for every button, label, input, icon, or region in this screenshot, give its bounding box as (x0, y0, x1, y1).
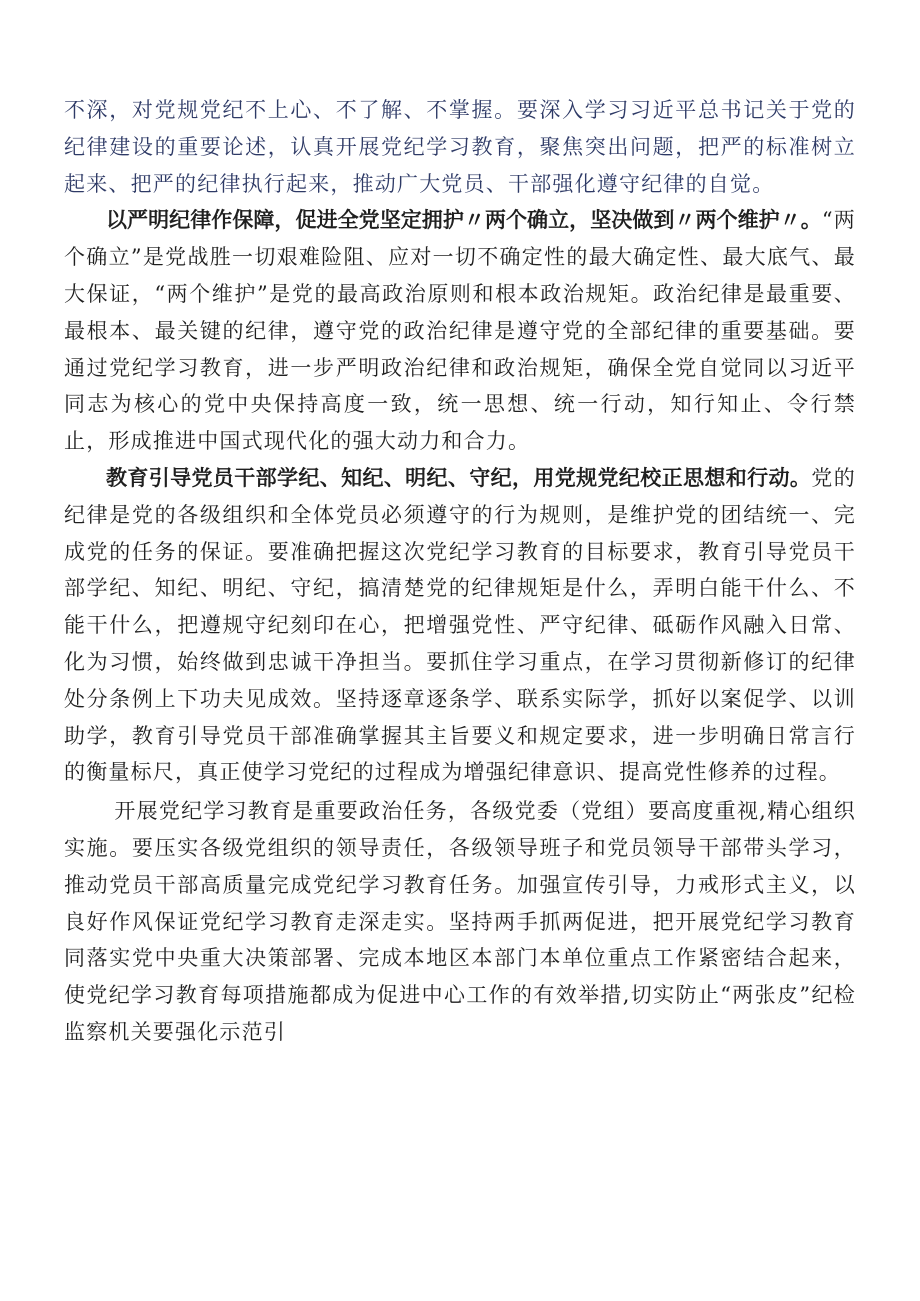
document-page (64, 92, 856, 1051)
paragraph-3 (64, 460, 856, 791)
paragraph-1 (64, 92, 856, 202)
paragraph-3-body: 党的纪律是党的各级组织和全体党员必须遵守的行为规则，是维护党的团结统一、完成党的任务的保证。要准确把握这次党纪学习教育的目标要求，教育引导党员干部学纪、知纪、明纪、守纪，搞清楚党的纪律规矩是什么，弄明白能干什么、不能干什么，把遵规守纪刻印在心，把增强党性、严守纪律、砥砺作风融入日常、化为习惯，始终做到忠诚干净担当。要抓住学习重点，在学习贯彻新修订的纪律处分条例上下功夫见成效。坚持逐章逐条学、联系实际学，抓好以案促学、以训助学，教育引导党员干部准确掌握其主旨要义和规定要求，进一步明确日常言行的衡量标尺，真正使学习党纪的过程成为增强纪律意识、提高党性修养的过程。 (64, 465, 857, 785)
paragraph-1-body: 不深，对党规党纪不上心、不了解、不掌握。要深入学习习近平总书记关于党的纪律建设的重要论述，认真开展党纪学习教育，聚焦突出问题，把严的标准树立起来、把严的纪律执行起来，推动广大党员、干部强化遵守纪律的自觉。 (64, 98, 856, 196)
paragraph-2-lead: 以严明纪律作保障，促进全党坚定拥护〃两个确立，坚决做到〃两个维护〃。 (106, 208, 822, 233)
paragraph-4-body: 开展党纪学习教育是重要政治任务，各级党委（党组）要高度重视,精心组织实施。要压实各级党组织的领导责任，各级领导班子和党员领导干部带头学习，推动党员干部高质量完成党纪学习教育任务。加强宣传引导，力戒形式主义，以良好作风保证党纪学习教育走深走实。坚持两手抓两促进，把开展党纪学习教育同落实党中央重大决策部署、完成本地区本部门本单位重点工作紧密结合起来，使党纪学习教育每项措施都成为促进中心工作的有效举措,切实防止“两张皮”纪检监察机关要强化示范引 (64, 799, 856, 1044)
paragraph-3-lead: 教育引导党员干部学纪、知纪、明纪、守纪，用党规党纪校正思想和行动。 (106, 465, 812, 490)
paragraph-2-body: “两个确立”是党战胜一切艰难险阻、应对一切不确定性的最大确定性、最大底气、最大保证，“两个维护”是党的最高政治原则和根本政治规矩。政治纪律是最重要、最根本、最关键的纪律，遵守党的政治纪律是遵守党的全部纪律的重要基础。要通过党纪学习教育，进一步严明政治纪律和政治规矩，确保全党自觉同以习近平同志为核心的党中央保持高度一致，统一思想、统一行动，知行知止、令行禁止，形成推进中国式现代化的强大动力和合力。 (64, 208, 857, 454)
paragraph-4 (64, 793, 856, 1051)
paragraph-2 (64, 202, 856, 460)
